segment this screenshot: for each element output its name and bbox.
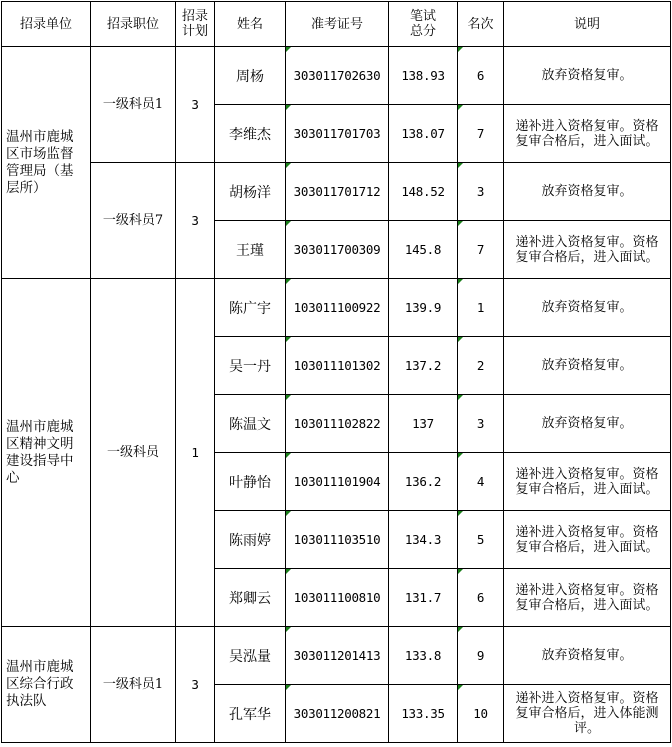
note-cell: 放弃资格复审。: [504, 627, 671, 685]
position-cell: 一级科员1: [91, 627, 176, 743]
rank-cell: 2: [458, 337, 504, 395]
name-cell: 陈广宇: [215, 279, 286, 337]
plan-cell: 3: [176, 163, 215, 279]
table-body: [2, 47, 671, 743]
name-cell: 李维杰: [215, 105, 286, 163]
table-row: [2, 47, 671, 105]
rank-cell: 1: [458, 279, 504, 337]
name-cell: 陈雨婷: [215, 511, 286, 569]
ticket-cell: 103011102822: [286, 395, 389, 453]
ticket-cell: 303011701703: [286, 105, 389, 163]
unit-cell: 温州市鹿城区精神文明建设指导中心: [2, 279, 91, 627]
score-cell: 145.8: [389, 221, 458, 279]
name-cell: 周杨: [215, 47, 286, 105]
score-cell: 133.35: [389, 685, 458, 743]
score-cell: 137: [389, 395, 458, 453]
table-row: [2, 163, 671, 221]
name-cell: 孔军华: [215, 685, 286, 743]
note-cell: 递补进入资格复审。资格复审合格后，进入体能测评。: [504, 685, 671, 743]
rank-cell: 7: [458, 105, 504, 163]
name-cell: 胡杨洋: [215, 163, 286, 221]
ticket-cell: 103011100810: [286, 569, 389, 627]
name-cell: 郑卿云: [215, 569, 286, 627]
note-cell: 放弃资格复审。: [504, 47, 671, 105]
rank-cell: 6: [458, 569, 504, 627]
score-cell: 139.9: [389, 279, 458, 337]
note-cell: 放弃资格复审。: [504, 163, 671, 221]
unit-cell: 温州市鹿城区市场监督管理局（基层所）: [2, 47, 91, 279]
note-cell: 放弃资格复审。: [504, 279, 671, 337]
position-cell: 一级科员1: [91, 47, 176, 163]
header-position: 招录职位: [91, 2, 176, 47]
score-cell: 138.07: [389, 105, 458, 163]
note-cell: 放弃资格复审。: [504, 337, 671, 395]
note-cell: 递补进入资格复审。资格复审合格后，进入面试。: [504, 569, 671, 627]
score-cell: 131.7: [389, 569, 458, 627]
ticket-cell: 103011101302: [286, 337, 389, 395]
header-score: 笔试 总分: [389, 2, 458, 47]
ticket-cell: 303011200821: [286, 685, 389, 743]
name-cell: 叶静怡: [215, 453, 286, 511]
ticket-cell: 103011101904: [286, 453, 389, 511]
ticket-cell: 303011700309: [286, 221, 389, 279]
rank-cell: 7: [458, 221, 504, 279]
name-cell: 吴一丹: [215, 337, 286, 395]
rank-cell: 5: [458, 511, 504, 569]
score-cell: 133.8: [389, 627, 458, 685]
position-cell: 一级科员: [91, 279, 176, 627]
header-plan: 招录 计划: [176, 2, 215, 47]
header-note: 说明: [504, 2, 671, 47]
rank-cell: 6: [458, 47, 504, 105]
note-cell: 放弃资格复审。: [504, 395, 671, 453]
rank-cell: 3: [458, 163, 504, 221]
ticket-cell: 103011103510: [286, 511, 389, 569]
table-row: [2, 279, 671, 337]
ticket-cell: 303011702630: [286, 47, 389, 105]
header-name: 姓名: [215, 2, 286, 47]
header-ticket: 准考证号: [286, 2, 389, 47]
plan-cell: 3: [176, 47, 215, 163]
header-row: [2, 2, 671, 47]
unit-cell: 温州市鹿城区综合行政执法队: [2, 627, 91, 743]
results-table: [1, 1, 671, 743]
plan-cell: 1: [176, 279, 215, 627]
name-cell: 吴泓量: [215, 627, 286, 685]
score-cell: 137.2: [389, 337, 458, 395]
note-cell: 递补进入资格复审。资格复审合格后，进入面试。: [504, 453, 671, 511]
header-unit: 招录单位: [2, 2, 91, 47]
rank-cell: 3: [458, 395, 504, 453]
ticket-cell: 303011201413: [286, 627, 389, 685]
note-cell: 递补进入资格复审。资格复审合格后，进入面试。: [504, 511, 671, 569]
rank-cell: 9: [458, 627, 504, 685]
ticket-cell: 303011701712: [286, 163, 389, 221]
plan-cell: 3: [176, 627, 215, 743]
note-cell: 递补进入资格复审。资格复审合格后，进入面试。: [504, 221, 671, 279]
rank-cell: 10: [458, 685, 504, 743]
score-cell: 136.2: [389, 453, 458, 511]
name-cell: 王瑾: [215, 221, 286, 279]
note-cell: 递补进入资格复审。资格复审合格后，进入面试。: [504, 105, 671, 163]
ticket-cell: 103011100922: [286, 279, 389, 337]
table-row: [2, 627, 671, 685]
position-cell: 一级科员7: [91, 163, 176, 279]
score-cell: 134.3: [389, 511, 458, 569]
score-cell: 148.52: [389, 163, 458, 221]
score-cell: 138.93: [389, 47, 458, 105]
header-rank: 名次: [458, 2, 504, 47]
rank-cell: 4: [458, 453, 504, 511]
name-cell: 陈温文: [215, 395, 286, 453]
